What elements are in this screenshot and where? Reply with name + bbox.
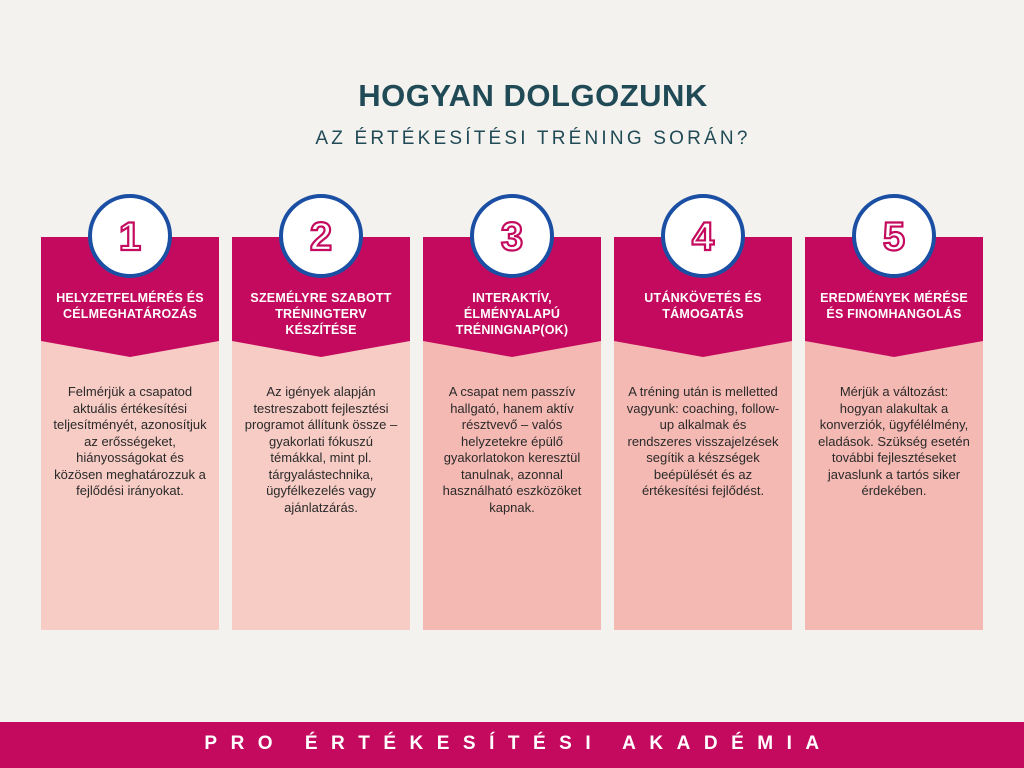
step-number-2: 2 (309, 215, 333, 259)
step-title-2: SZEMÉLYRE SZABOTT TRÉNINGTERV KÉSZÍTÉSE (250, 291, 392, 337)
page-title: HOGYAN DOLGOZUNK (358, 78, 708, 113)
step-number-5: 5 (882, 215, 906, 259)
step-text-2: Az igények alapján testreszabott fejlesztési programot állítunk össze – gyakorlati fókuszú témákkal, mint pl. tárgyalástechnika, ügyfélkezelés vagy ajánlatzárás. (244, 384, 398, 515)
step-title-5: EREDMÉNYEK MÉRÉSE ÉS FINOMHANGOLÁS (820, 291, 968, 321)
step-text-4: A tréning után is melletted vagyunk: coaching, follow-up alkalmak és rendszeres visszajelzések segítik a készségek beépülését és az értékesítési fejlődést. (626, 384, 780, 498)
step-number-badge-5 (852, 194, 936, 278)
step-number-badge-4 (661, 194, 745, 278)
step-text-1: Felmérjük a csapatod aktuális értékesítési teljesítményét, azonosítjuk az erősségeket, hiányosságokat és közösen meghatározzuk a fejlődési irányokat. (53, 384, 207, 498)
step-number-3: 3 (500, 215, 524, 259)
step-number-badge-1 (88, 194, 172, 278)
step-text-5: Mérjük a változást: hogyan alakultak a konverziók, ügyfélélmény, eladások. Szükség esetén további fejlesztéseket javaslunk a tartós siker érdekében. (818, 384, 970, 498)
step-number-badge-3 (470, 194, 554, 278)
footer-bar (0, 722, 1024, 768)
step-card-3 (423, 237, 601, 630)
page-subtitle: AZ ÉRTÉKESÍTÉSI TRÉNING SORÁN? (315, 128, 751, 149)
step-number-badge-2 (279, 194, 363, 278)
step-text-3: A csapat nem passzív hallgató, hanem aktív résztvevő – valós helyzetekre épülő gyakorlatokon keresztül tanulnak, azonnal használható eszközöket kapnak. (442, 384, 582, 515)
step-card-5 (805, 237, 983, 630)
step-card-4 (614, 237, 792, 630)
step-title-4: UTÁNKÖVETÉS ÉS TÁMOGATÁS (644, 291, 762, 321)
step-card-1 (41, 237, 219, 630)
step-number-4: 4 (691, 215, 715, 259)
step-number-1: 1 (118, 215, 142, 259)
step-title-1: HELYZETFELMÉRÉS ÉS CÉLMEGHATÁROZÁS (56, 291, 204, 321)
footer-brand-text: PRO ÉRTÉKESÍTÉSI AKADÉMIA (204, 733, 833, 754)
step-title-3: INTERAKTÍV, ÉLMÉNYALAPÚ TRÉNINGNAP(OK) (455, 291, 569, 337)
step-card-2 (232, 237, 410, 630)
